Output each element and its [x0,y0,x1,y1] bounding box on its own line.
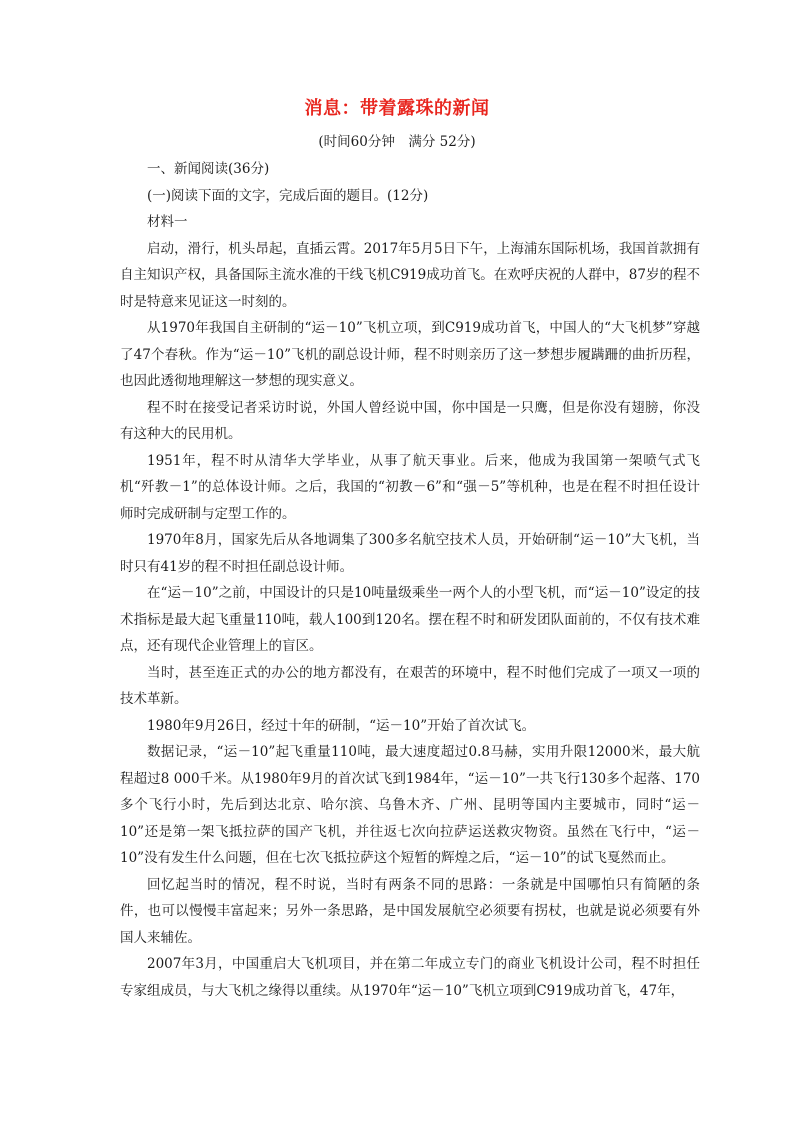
paragraph: 数据记录，“运－10”起飞重量110吨，最大速度超过0.8马赫，实用升限12000米，最大航程超过8 000千米。从1980年9月的首次试飞到1984年，“运－10”一共飞行130多个起落、170多个飞行小时，先后到达北京、哈尔滨、乌鲁木齐、广州、昆明等国内主要城市，同时“运－10”还是第一架飞抵拉萨的国产飞机，并往返七次向拉萨运送救灾物资。虽然在飞行中，“运－10”没有发生什么问题，但在七次飞抵拉萨这个短暂的辉煌之后，“运－10”的试飞戛然而止。 [120,744,700,866]
paragraph: 程不时在接受记者采访时说，外国人曾经说中国，你中国是一只鹰，但是你没有翅膀，你没有这种大的民用机。 [120,399,700,442]
paragraph: 2007年3月，中国重启大飞机项目，并在第二年成立专门的商业飞机设计公司，程不时担任专家组成员，与大飞机之缘得以重续。从1970年“运－10”飞机立项到C919成功首飞，47年， [120,956,700,999]
material-label: 材料一 [147,214,188,230]
document-title: 消息：带着露珠的新闻 [304,98,490,119]
paragraph: 1980年9月26日，经过十年的研制，“运－10”开始了首次试飞。 [147,717,536,734]
paragraph: 1951年，程不时从清华大学毕业，从事了航天事业。后来，他成为我国第一架喷气式飞机“歼教－1”的总体设计师。之后，我国的“初教－6”和“强－5”等机种，也是在程不时担任设计师时完成研制与定型工作的。 [120,452,700,522]
subsection-heading: (一)阅读下面的文字，完成后面的题目。(12分) [147,187,429,204]
paragraph: 回忆起当时的情况，程不时说，当时有两条不同的思路：一条就是中国哪怕只有简陋的条件，也可以慢慢丰富起来；另外一条思路，是中国发展航空必须要有拐杖，也就是说必须要有外国人来辅佐。 [120,876,700,946]
paragraph: 当时，甚至连正式的办公的地方都没有，在艰苦的环境中，程不时他们完成了一项又一项的技术革新。 [120,664,700,707]
paragraph: 1970年8月，国家先后从各地调集了300多名航空技术人员，开始研制“运－10”大飞机，当时只有41岁的程不时担任副总设计师。 [120,532,700,575]
paragraph: 启动，滑行，机头昂起，直插云霄。2017年5月5日下午，上海浦东国际机场，我国首款拥有自主知识产权，具备国际主流水准的干线飞机C919成功首飞。在欢呼庆祝的人群中，87岁的程不时是特意来见证这一时刻的。 [120,240,700,310]
paragraph: 从1970年我国自主研制的“运－10”飞机立项，到C919成功首飞，中国人的“大飞机梦”穿越了47个春秋。作为“运－10”飞机的副总设计师，程不时则亲历了这一梦想步履蹒跚的曲折历程，也因此透彻地理解这一梦想的现实意义。 [120,320,700,389]
exam-info: (时间60分钟 满分 52分) [318,134,476,150]
section-heading: 一、新闻阅读(36分) [147,161,270,177]
paragraph: 在“运－10”之前，中国设计的只是10吨量级乘坐一两个人的小型飞机，而“运－10”设定的技术指标是最大起飞重量110吨，载人100到120名。摆在程不时和研发团队面前的，不仅有技术难点，还有现代企业管理上的盲区。 [120,585,700,654]
document-body [120,156,700,1004]
